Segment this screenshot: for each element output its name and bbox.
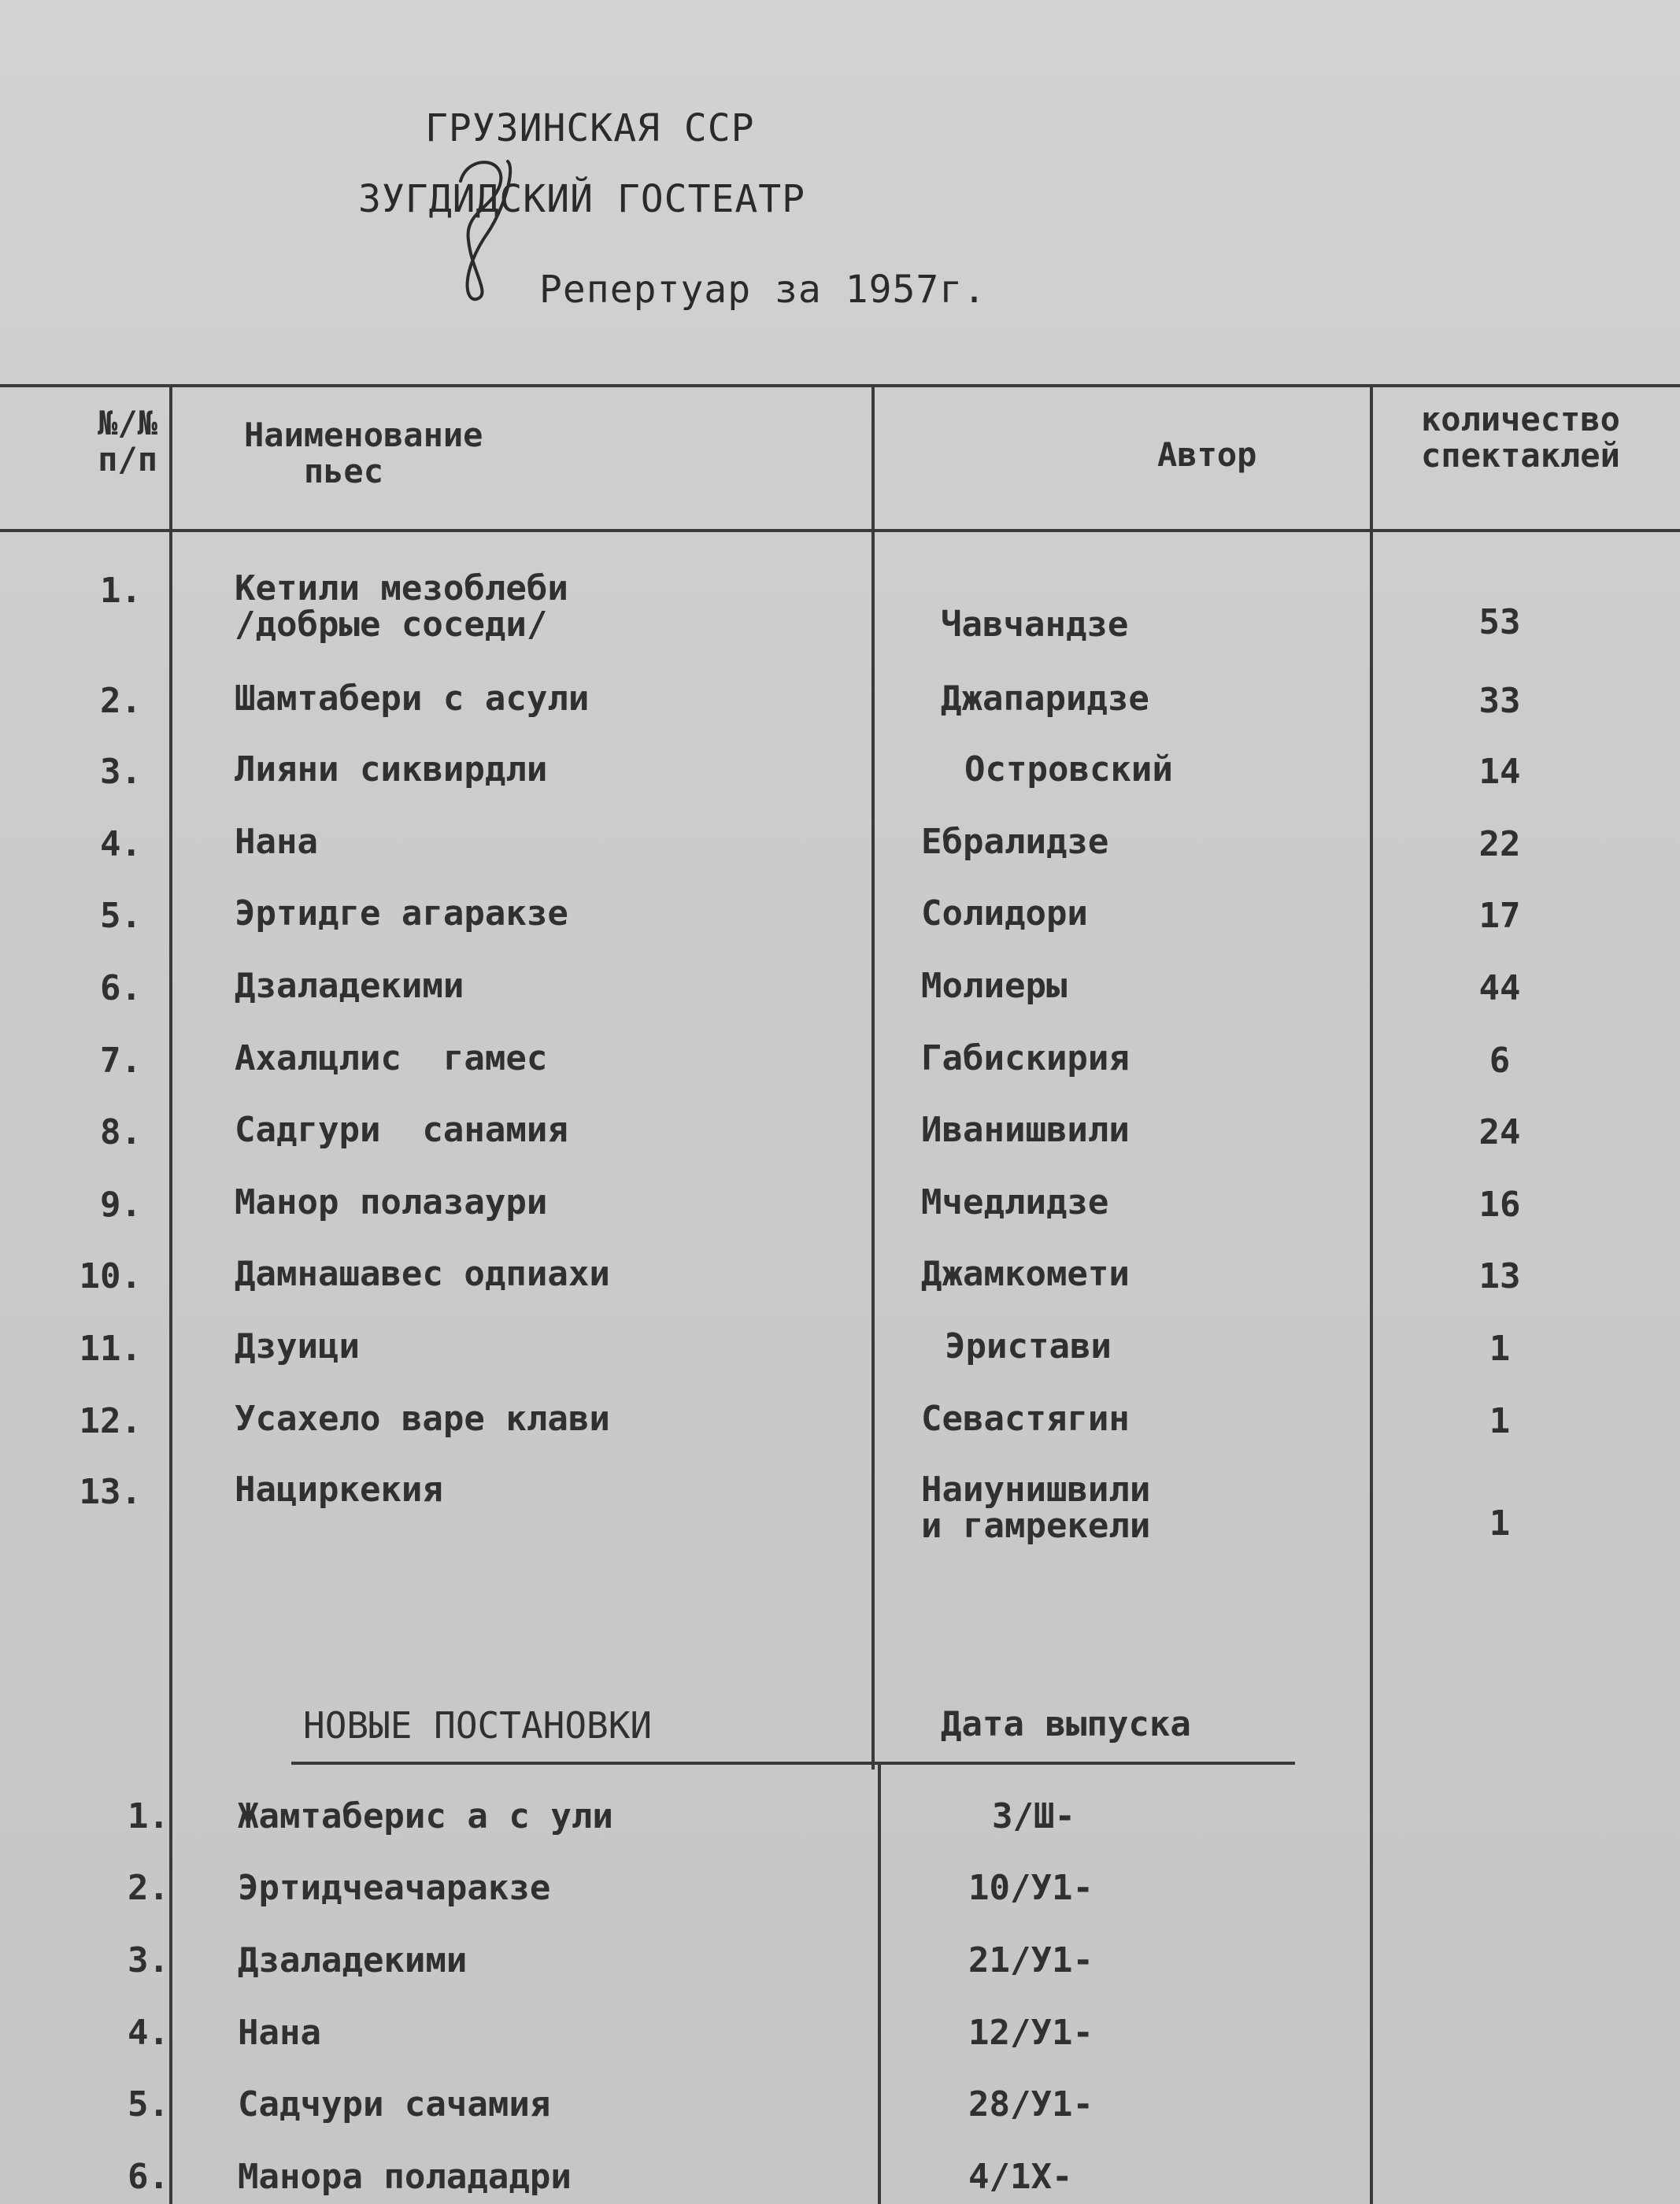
new-production-number: 4. (128, 2013, 169, 2053)
release-date: 28/У1- (968, 2084, 1093, 2124)
new-production-title: Дзаладекими (238, 1940, 468, 1980)
performance-count: 16 (1478, 1185, 1521, 1225)
header-repertoire: Репертуар за 1957г. (539, 268, 987, 312)
column-header-num: №/№ п/п (98, 404, 157, 479)
table-header-rule (0, 529, 1680, 532)
row-number: 13. (79, 1472, 142, 1512)
play-title: Лияни сиквирдли (235, 749, 548, 790)
new-production-title: Эртидчеачаракзе (238, 1868, 551, 1908)
row-number: 4. (100, 824, 142, 864)
new-production-number: 2. (128, 1868, 169, 1908)
performance-count: 13 (1478, 1256, 1521, 1296)
play-author: Севастягин (921, 1399, 1130, 1439)
performance-count: 44 (1478, 968, 1521, 1008)
play-title: Нана (235, 822, 318, 862)
release-date: 21/У1- (968, 1940, 1093, 1980)
performance-count: 1 (1489, 1503, 1511, 1544)
new-production-number: 1. (128, 1796, 169, 1836)
table-top-rule (0, 384, 1680, 387)
column-divider-2 (871, 384, 875, 1769)
performance-count: 22 (1478, 824, 1521, 864)
performance-count: 53 (1478, 602, 1521, 642)
play-title: Усахело варе клави (235, 1399, 610, 1439)
row-number: 11. (79, 1329, 142, 1369)
play-title: Дзаладекими (235, 966, 464, 1006)
play-title: Дзуици (235, 1326, 360, 1366)
row-number: 6. (100, 968, 142, 1008)
play-title: Эртидге агаракзе (235, 893, 568, 934)
play-author: Джамкомети (921, 1254, 1130, 1294)
release-date: 10/У1- (968, 1868, 1093, 1908)
play-author: Иванишвили (921, 1110, 1130, 1150)
release-date: 12/У1- (968, 2013, 1093, 2053)
play-author: Габискирия (921, 1038, 1130, 1078)
new-production-number: 6. (128, 2157, 169, 2197)
row-number: 7. (100, 1041, 142, 1081)
play-title: Дамнашавес одпиахи (235, 1254, 610, 1294)
release-date: 4/1Х- (968, 2157, 1073, 2197)
new-productions-rule (291, 1762, 1295, 1765)
row-number: 12. (79, 1401, 142, 1441)
header-ssr: ГРУЗИНСКАЯ ССР (425, 106, 755, 150)
row-number: 1. (100, 571, 142, 611)
handwritten-correction-mark (445, 138, 531, 303)
performance-count: 1 (1489, 1329, 1511, 1369)
performance-count: 14 (1478, 752, 1521, 792)
performance-count: 33 (1478, 681, 1521, 721)
new-productions-heading: НОВЫЕ ПОСТАНОВКИ (303, 1704, 653, 1747)
play-title: Кетили мезоблеби /добрые соседи/ (235, 568, 568, 645)
play-author: Эристави (945, 1326, 1112, 1366)
column-divider-1 (169, 384, 172, 2204)
new-production-number: 5. (128, 2084, 169, 2124)
play-author: Островский (964, 749, 1173, 790)
play-title: Шамтабери с асули (235, 679, 590, 719)
column-header-count: количество спектаклей (1421, 400, 1620, 475)
performance-count: 17 (1478, 896, 1521, 936)
new-production-title: Жамтаберис а с ули (238, 1796, 613, 1836)
play-title: Нациркекия (235, 1470, 443, 1510)
row-number: 9. (100, 1185, 142, 1225)
performance-count: 1 (1489, 1401, 1511, 1441)
row-number: 2. (100, 681, 142, 721)
play-title: Ахалцлис гамес (235, 1038, 548, 1078)
play-author: Чавчандзе (941, 605, 1129, 645)
play-author: Солидори (921, 893, 1088, 934)
play-author: Молиеры (921, 966, 1068, 1006)
row-number: 10. (79, 1256, 142, 1296)
play-author: Ебралидзе (921, 822, 1109, 862)
play-author: Мчедлидзе (921, 1182, 1109, 1222)
release-date: 3/Ш- (992, 1796, 1075, 1836)
performance-count: 6 (1489, 1041, 1511, 1081)
release-date-heading: Дата выпуска (941, 1704, 1191, 1744)
new-production-title: Садчури сачамия (238, 2084, 551, 2124)
row-number: 8. (100, 1112, 142, 1152)
play-title: Манор полазаури (235, 1182, 548, 1222)
row-number: 3. (100, 752, 142, 792)
play-title: Садгури санамия (235, 1110, 568, 1150)
performance-count: 24 (1478, 1112, 1521, 1152)
play-author: Джапаридзе (941, 679, 1149, 719)
row-number: 5. (100, 896, 142, 936)
column-header-title: Наименование пьес (244, 416, 483, 490)
column-divider-3 (1370, 384, 1373, 2204)
new-production-title: Манора полададри (238, 2157, 572, 2197)
play-author: Наиунишвили и гамрекели (921, 1470, 1151, 1546)
new-production-number: 3. (128, 1940, 169, 1980)
header-theatre: ЗУГДИДСКИЙ ГОСТЕАТР (358, 177, 806, 221)
column-header-author: Автор (1157, 435, 1257, 474)
new-productions-divider (878, 1763, 881, 2204)
new-production-title: Нана (238, 2013, 321, 2053)
